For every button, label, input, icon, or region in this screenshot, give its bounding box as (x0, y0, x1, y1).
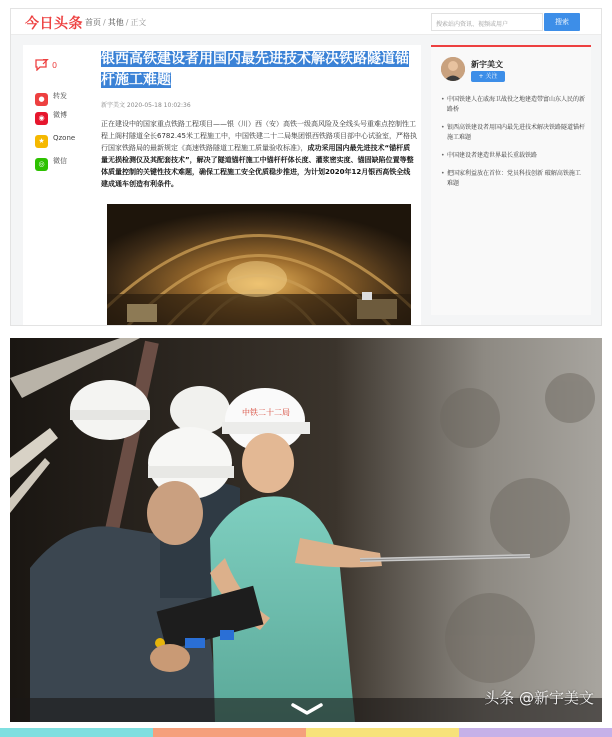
share-wechat[interactable] (35, 154, 67, 168)
related-article-item[interactable]: • 中国铁建人在戚海卫战役之地建造带富山东人民的新路桥 (441, 95, 586, 115)
top-navigation-bar (11, 9, 602, 35)
article-title (101, 49, 417, 91)
comment-button[interactable] (35, 59, 57, 71)
breadcrumb-home[interactable]: 首页 (85, 18, 101, 27)
breadcrumb (85, 17, 146, 28)
workers-photo (10, 338, 602, 722)
comment-icon (35, 59, 49, 71)
share-qzone[interactable] (35, 131, 75, 145)
workers-photo-illustration (10, 338, 602, 722)
wechat-icon: ◎ (35, 158, 48, 171)
share-label: 微信 (53, 157, 67, 165)
author-name[interactable]: 新宇美文 (471, 60, 503, 69)
paragraph-bold: 成功采用国内最先进技术“锚杆质量无损检测仪及其配套技术”，解决了隧道锚杆施工中锚杆杆体长度、灌浆密实度、锚固缺陷位置等整体质量控制的关键性技术难题，确保工程施工安全优质稳步推进，为计划2020年12月银西高铁全线建成通车创造有利条件。 (101, 144, 414, 188)
breadcrumb-current: 正文 (130, 18, 147, 27)
related-articles-list (441, 95, 586, 197)
comment-count: 0 (52, 61, 58, 70)
color-bar-segment (306, 728, 459, 737)
tunnel-photo (107, 204, 411, 326)
related-article-item[interactable]: • 银西高铁建设者用国内最先进技术解决铁路隧道锚杆施工难题 (441, 123, 586, 143)
related-article-item[interactable]: • 中国建设者建造世界最长重载铁路 (441, 151, 586, 161)
watermark-text: 头条 @新宇美文 (484, 689, 594, 707)
breadcrumb-category[interactable]: 其他 (107, 18, 124, 27)
share-label: 微博 (53, 111, 67, 119)
breadcrumb-separator: / (103, 18, 106, 27)
color-bar-segment (459, 728, 612, 737)
related-article-item[interactable]: • 把国家利益放在首位：党员科技创新 破解高铁施工难题 (441, 169, 586, 189)
weibo-icon: ◉ (35, 112, 48, 125)
search-input[interactable]: 搜索站内资讯、视频或用户 (431, 13, 543, 31)
share-weibo[interactable] (35, 108, 67, 122)
qzone-icon: ★ (35, 135, 48, 148)
follow-button[interactable]: + 关注 (471, 71, 505, 82)
author-card (431, 45, 591, 315)
color-bar-segment (153, 728, 306, 737)
author-avatar[interactable] (441, 57, 465, 81)
chevron-down-icon[interactable] (290, 702, 324, 716)
article-content (93, 45, 421, 326)
share-repost[interactable] (35, 89, 67, 103)
share-sidebar (23, 45, 93, 326)
article-meta: 新宇美文 2020-05-18 10:02:36 (101, 102, 191, 109)
search-button[interactable]: 搜索 (544, 13, 580, 31)
share-label: Qzone (53, 134, 76, 142)
toutiao-logo[interactable]: 今日头条 (25, 16, 83, 32)
helmet-text: 中铁二十二局 (242, 408, 290, 417)
repost-icon: ● (35, 93, 48, 106)
decorative-color-bar (0, 728, 612, 737)
article-title-text: 银西高铁建设者用国内最先进技术解决铁路隧道锚杆施工难题 (101, 51, 409, 88)
article-screenshot-card (10, 8, 602, 326)
article-paragraph (101, 118, 417, 190)
breadcrumb-separator: / (125, 18, 129, 27)
color-bar-segment (0, 728, 153, 737)
share-label: 转发 (53, 92, 67, 100)
paragraph-plain: 正在建设中的国家重点铁路工程项目——银（川）西（安）高铁一级高风险及全线头号重难点控制性工程上阁村隧道全长6782.45米工程施工中，中国铁建二十二局集团银西铁路项目部中心试验室，严格执行国家铁路局的最新规定《高速铁路隧道工程施工质量验收标准》， (101, 120, 417, 152)
